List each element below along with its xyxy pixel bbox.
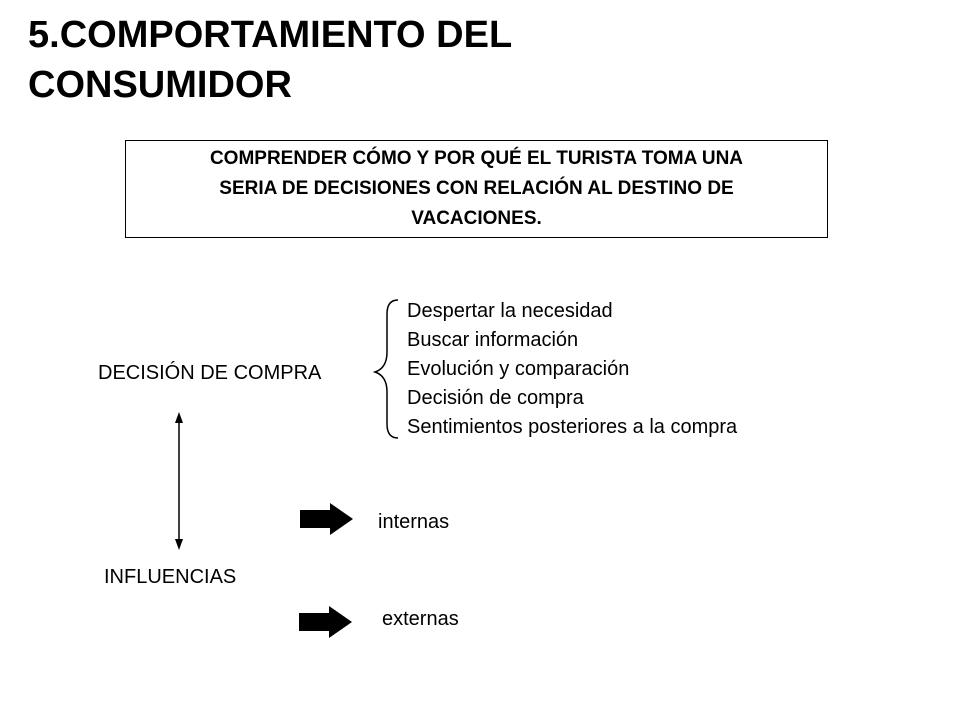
objective-line-2: SERIA DE DECISIONES CON RELACIÓN AL DESTINO DE xyxy=(219,178,734,199)
title-line-1: 5.COMPORTAMIENTO DEL xyxy=(28,14,513,56)
objective-line-3: VACACIONES. xyxy=(411,208,542,229)
objective-line-1: COMPRENDER CÓMO Y POR QUÉ EL TURISTA TOMA UNA xyxy=(209,148,744,169)
arrow-right-icon xyxy=(299,606,352,638)
decision-label: DECISIÓN DE COMPRA xyxy=(98,362,322,384)
curly-brace xyxy=(375,300,398,438)
influences-label: INFLUENCIAS xyxy=(104,566,237,588)
decision-step: Evolución y comparación xyxy=(407,358,630,380)
decision-step: Decisión de compra xyxy=(407,387,584,409)
decision-step: Buscar información xyxy=(407,329,579,351)
title-line-2: CONSUMIDOR xyxy=(28,64,292,106)
decision-step: Sentimientos posteriores a la compra xyxy=(407,416,738,438)
decision-step: Despertar la necesidad xyxy=(407,300,613,322)
arrow-right-icon xyxy=(300,503,353,535)
influence-internal: internas xyxy=(378,511,450,533)
double-headed-arrow xyxy=(175,412,183,550)
influence-external: externas xyxy=(382,608,459,630)
